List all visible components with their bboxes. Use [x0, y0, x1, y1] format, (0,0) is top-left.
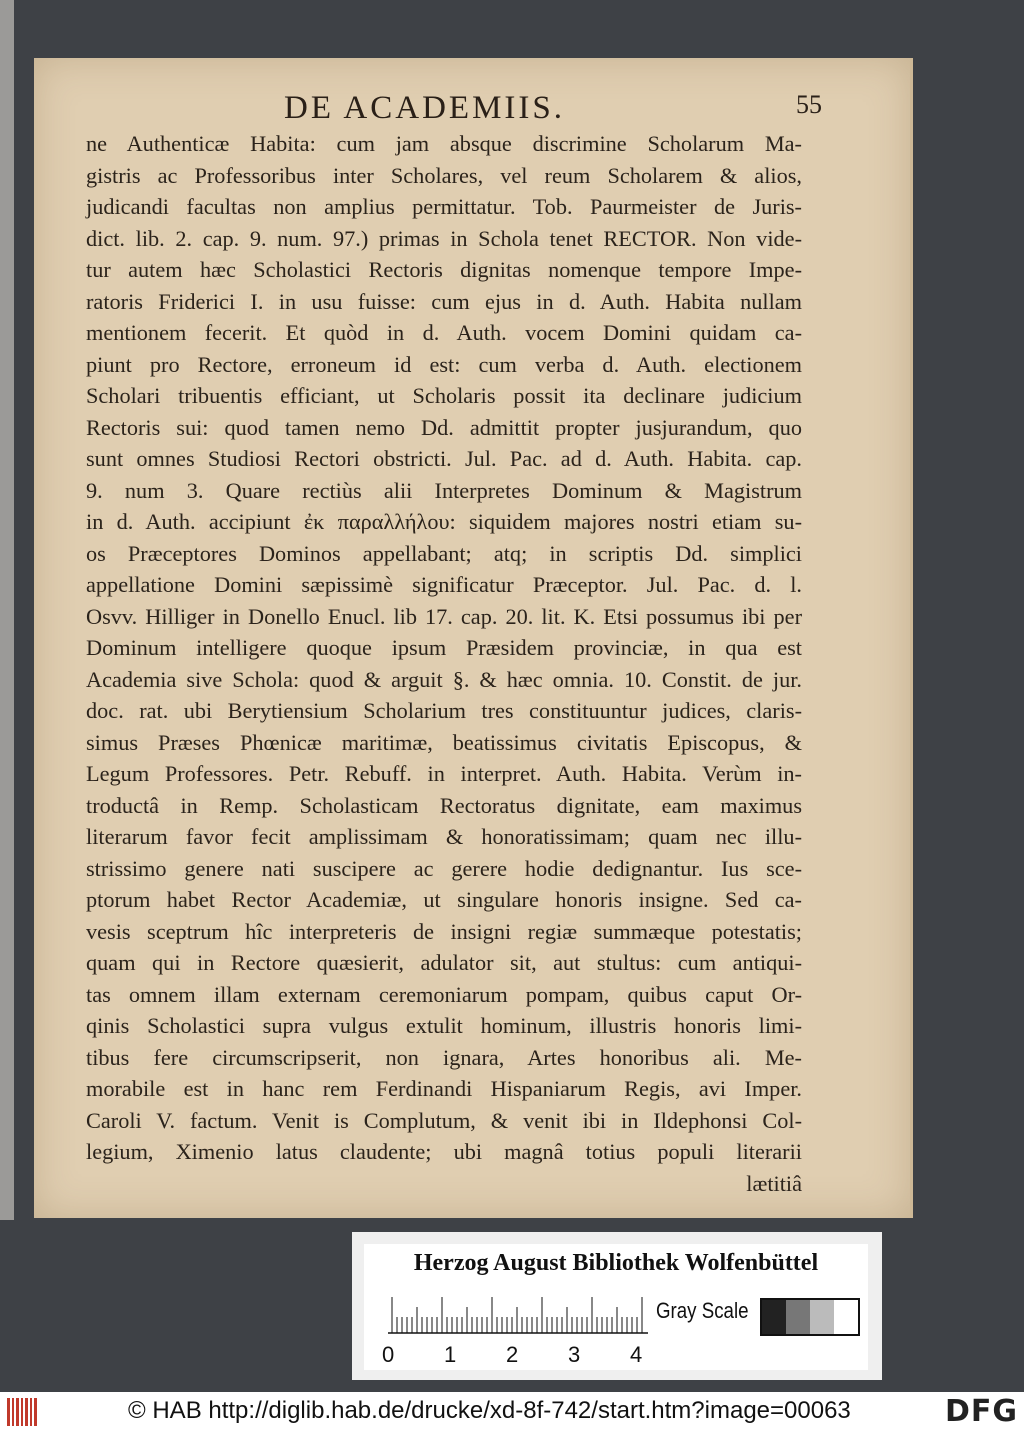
text-line: morabile est in hanc rem Ferdinandi Hispaniarum Regis, avi Imper.	[86, 1076, 802, 1101]
gray-swatch	[762, 1300, 786, 1334]
text-line: simus Præses Phœnicæ maritimæ, beatissimus civitatis Episcopus, &	[86, 729, 802, 755]
text-line: Osvv. Hilliger in Donello Enucl. lib 17. cap. 20. lit. K. Etsi possumus ibi per	[86, 603, 802, 629]
text-line: piunt pro Rectore, erroneum id est: cum verba d. Auth. electionem	[86, 351, 802, 377]
page-number: 55	[796, 90, 822, 119]
ruler-labels	[382, 1342, 682, 1368]
text-line: os Præceptores Dominos appellabant; atq; in scriptis Dd. simplici	[86, 540, 802, 566]
text-line: Academia sive Schola: quod & arguit §. & hæc omnia. 10. Constit. de jur.	[86, 666, 802, 692]
text-line: vesis sceptrum hîc interpreteris de insigni regiæ summæque potestatis;	[86, 918, 802, 944]
text-line: Scholari tribuentis efficiant, ut Scholaris possit ita declinare judicium	[86, 383, 802, 408]
ruler-label: 3	[568, 1342, 581, 1367]
gray-swatch	[834, 1300, 858, 1334]
hab-barcode-icon	[6, 1396, 40, 1428]
text-line: 9. num 3. Quare rectiùs alii Interpretes Dominum & Magistrum	[86, 477, 802, 503]
dfg-logo: DFG	[944, 1394, 1018, 1429]
text-line: quam qui in Rectore quæsierit, adulator sit, aut stultus: cum antiqui-	[86, 950, 802, 975]
text-line: tibus fere circumscripserit, non ignara, Artes honoribus ali. Me-	[86, 1044, 802, 1070]
body-text	[86, 128, 802, 1199]
text-line: Legum Professores. Petr. Rebuff. in interpret. Auth. Habita. Verùm in-	[86, 761, 802, 786]
text-line: tas omnem illam externam ceremoniarum pompam, quibus caput Or-	[86, 981, 802, 1007]
text-line: troductâ in Remp. Scholasticam Rectoratus dignitate, eam maximus	[86, 792, 802, 818]
gray-scale-swatches	[760, 1298, 860, 1336]
text-line: Rectoris sui: quod tamen nemo Dd. admittit propter jusjurandum, quo	[86, 414, 802, 440]
library-name: Herzog August Bibliothek Wolfenbüttel	[413, 1250, 819, 1276]
text-line: Caroli V. factum. Venit is Complutum, & venit ibi in Ildephonsi Col-	[86, 1107, 802, 1133]
text-line: in d. Auth. accipiunt ἐκ παραλλήλου: siquidem majores nostri etiam su-	[86, 509, 802, 534]
text-line: Dominum intelligere quoque ipsum Præsidem provinciæ, in qua est	[86, 635, 802, 660]
book-page	[34, 58, 913, 1218]
library-color-card	[352, 1232, 882, 1380]
text-line: strissimo genere nati suscipere ac gerere hodie dedignantur. Ius sce-	[86, 855, 802, 881]
running-title: DE ACADEMIIS.	[284, 90, 566, 126]
card-inner	[364, 1244, 868, 1370]
text-line: qinis Scholastici supra vulgus extulit hominum, illustris honoris limi-	[86, 1013, 802, 1038]
running-head	[34, 82, 910, 126]
text-line: dict. lib. 2. cap. 9. num. 97.) primas in Schola tenet RECTOR. Non vide-	[86, 225, 802, 251]
text-line: ne Authenticæ Habita: cum jam absque discrimine Scholarum Ma-	[86, 131, 802, 156]
ruler-label: 4	[630, 1342, 643, 1367]
text-line: judicandi facultas non amplius permittatur. Tob. Paurmeister de Juris-	[86, 194, 802, 219]
text-line: gistris ac Professoribus inter Scholares, vel reum Scholarem & alios,	[86, 162, 802, 188]
text-line: legium, Ximenio latus claudente; ubi magnâ totius populi literarii	[86, 1139, 802, 1164]
ruler-label: 0	[382, 1342, 395, 1367]
text-line: doc. rat. ubi Berytiensium Scholarium tres constituuntur judices, claris-	[86, 698, 802, 723]
scan-edge	[0, 0, 14, 1220]
catchword: lætitiâ	[746, 1170, 802, 1196]
footer-citation: © HAB http://diglib.hab.de/drucke/xd-8f-742/start.htm?image=00063	[128, 1397, 851, 1424]
ruler-label: 1	[444, 1342, 457, 1367]
text-line: ptorum habet Rector Academiæ, ut singulare honoris insigne. Sed ca-	[86, 887, 802, 912]
text-line: literarum favor fecit amplissimam & honoratissimam; quam nec illu-	[86, 824, 802, 849]
ruler	[388, 1294, 648, 1334]
gray-swatch	[810, 1300, 834, 1334]
text-line: mentionem fecerit. Et quòd in d. Auth. vocem Domini quidam ca-	[86, 320, 802, 345]
text-line: appellatione Domini sæpissimè significatur Præceptor. Jul. Pac. d. l.	[86, 572, 802, 597]
ruler-label: 2	[506, 1342, 519, 1367]
gray-swatch	[786, 1300, 810, 1334]
text-line: ratoris Friderici I. in usu fuisse: cum ejus in d. Auth. Habita nullam	[86, 288, 802, 314]
gray-scale-label: Gray Scale	[656, 1298, 749, 1323]
text-line: tur autem hæc Scholastici Rectoris dignitas nomenque tempore Impe-	[86, 257, 802, 282]
text-line: sunt omnes Studiosi Rectori obstricti. Jul. Pac. ad d. Auth. Habita. cap.	[86, 446, 802, 471]
footer-bar	[0, 1392, 1024, 1432]
